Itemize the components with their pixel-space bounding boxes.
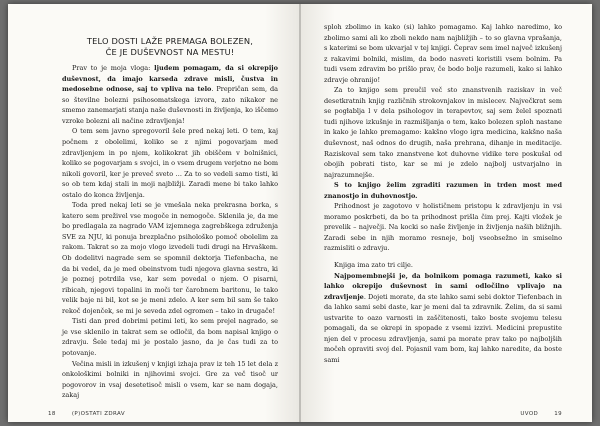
paragraph-emphasis: ljudem pomagam, da si okrepijo duševnost, da imajo karseda zdrave misli, čustva in medosebne odnose, saj to vpliva na telo xyxy=(62,64,278,94)
chapter-heading xyxy=(62,36,278,57)
paragraph xyxy=(324,180,562,201)
book-spread xyxy=(8,4,592,422)
paragraph: Tisti dan pred dobrimi petimi leti, ko sem prejel nagrado, se je vse sklenilo in takrat sem se odločil, da bom napisal knjigo o zdravju. Šele tedaj mi je postalo jasno, da je čas tudi za to potovanje. xyxy=(62,317,278,357)
paragraph: Toda pred nekaj leti se je vmešala neka prekrasna borka, s katero sem preživel vse mogoče in nemogoče. Sklenila je, da me bo predlagala za nagrado VAM izjemnega zagrebškega združenja SVE za NJU, ki ponuja brezplačno psihološko pomoč obolelim za rakom. Takrat so za mojo vlogo izvedeli tudi drugi na Hrvaškem. Ob dodelitvi nagrade sem se spomnil dektorja Tiefenbacha, ne da bi vedel, da je med obeinstvom tudi njegova glavna sestra, ki je poznej potrdila vse, kar sem povedal o njem. O pisarni, ribicah, njegovi topalini in moči ter čarobnem baritonu, le tako velik baje ni bil, kot se je meni zdelo. A ker sem bil sam še tako rekoč dojenček, se mi je seveda zdel ogromen – tako in drugače! xyxy=(62,201,278,315)
left-footer xyxy=(32,411,125,417)
paragraph: O tem sem javno spregovoril šele pred nekaj leti. O tem, kaj počnem z obolelimi, koliko se z njimi pogovarjam med zdravljenjem in po njem, kolikokrat jih obiščem v bolnišnici, koliko se pogovarjam s svojci, in o vsem drugem verjetno ne bom nikoli govoril, ker je preveč sveto … Za to so vedeli samo tisti, ki so ob tem kdaj stali in moji najbližji. Zaradi mene bi tako lahko ostalo do konca življenja. xyxy=(62,127,278,199)
paragraph: Knjiga ima zato tri cilje. xyxy=(334,261,413,270)
running-title: UVOD xyxy=(520,411,539,417)
book-gutter xyxy=(299,4,301,422)
paragraph-text: . Prepričan sem, da so številne bolezni psihosomatskega izvora, zato nikakor ne smemo zanemarjati stanja naše duševnosti in življenja, ko iščemo vzroke bolezni ali načine zdravljenja! xyxy=(62,85,278,125)
heading-line-1: TELO DOSTI LAŽE PREMAGA BOLEZEN, xyxy=(86,36,254,46)
left-body-text xyxy=(62,63,278,401)
paragraph-text: . Dojeti morate, da ste lahko sami sebi doktor Tiefenbach in da lahko sami sebi daste, kar je meni dal ta zdravnik. Želim, da si sami ustvarite to oazo varnosti in zaščitenosti, tako boste svojemu telesu pomagali, da se okrepi in spopade z vsemi izzivi. Medicini prepustite njen del v procesu zdravljenja, sami pa morate prav tako po najboljših močeh opraviti svoj del. Pojasnil vam bom, kaj lahko naredite, da boste sami xyxy=(324,292,562,364)
paragraph-emphasis: Najpomembnejši je, da bolnikom pomaga razumeti, kako si lahko okrepijo duševnost in sami odločilno vplivajo na zdravljenje xyxy=(324,271,562,301)
page-number: 19 xyxy=(554,411,562,417)
paragraph: sploh zbolimo in kako (si) lahko pomagamo. Kaj lahko naredimo, ko zbolimo sami ali ko zboli nekdo nam najbližjih – to so glavna vprašanja, s katerimi se bom ukvarjal v tej knjigi. Čeprav sem imel največ izkušenj z rakavimi bolniki, mislim, da bodo nasveti koristili vsem bolnim. Pa tudi vsem zdravim bo prišlo prav, če bodo bolje razumeli, kako si lahko zdravje ohranijo! xyxy=(324,23,562,84)
heading-line-2: ČE JE DUŠEVNOST NA MESTU! xyxy=(105,46,235,57)
right-body-text xyxy=(324,22,562,366)
paragraph xyxy=(62,63,278,126)
left-page xyxy=(8,4,300,422)
paragraph: Prihodnost je zagotovo v holističnem pristopu k zdravljenju in vsi moramo poskrbeti, da bo ta prihodnost prišla čim prej. Kajti vložek je prevelik – največji. Na kocki so naše življenje in življenja naših bližnjih. Zaradi sebe in njih moramo resneje, bolj vseobsežno in smiselno razmisliti o zdravju. xyxy=(324,202,562,253)
paragraph: Za to knjigo sem preučil več sto znanstvenih raziskav in več desetkratnih knjig različnih strokovnjakov in mislecev. Največkrat sem se pogłablja l v dela psihologov in terapevtov, saj sem želel spoznati tudi njihove izkušnje in razmišljanja o tem, kako bolezen sploh nastane in kako je lahko premagamo: kakšno vlogo igra medicina, kakšno naša duševnost, naš odnos do drugih, naša prehrana, dihanje in meditacije. Raziskoval sem tako znanstvene kot duhovne vidike tere poskušal od obojih pobrati tisto, kar se mi je zdelo najbolj ustvarjalno in najrazumnejše. xyxy=(324,86,562,179)
right-footer xyxy=(520,411,578,417)
page-number: 18 xyxy=(48,411,56,417)
paragraph xyxy=(324,271,562,366)
right-page xyxy=(300,4,592,422)
paragraph-text: Prav to je moja vloga: xyxy=(72,64,155,73)
paragraph: Večina misli in izkušenj v knjigi izhaja prav iz teh 15 let dela z onkološkimi bolniki in njihovimi svojci. Gre za več tisoč ur pogovorov in vsaj desetetisoč misli o vsem, kar se nam dogaja, zakaj xyxy=(62,359,278,400)
running-title: (P)OSTATI ZDRAV xyxy=(71,411,126,417)
paragraph-emphasis: S to knjigo želim zgraditi razumen in trden most med znanostjo in duhovnostjo. xyxy=(324,181,562,200)
